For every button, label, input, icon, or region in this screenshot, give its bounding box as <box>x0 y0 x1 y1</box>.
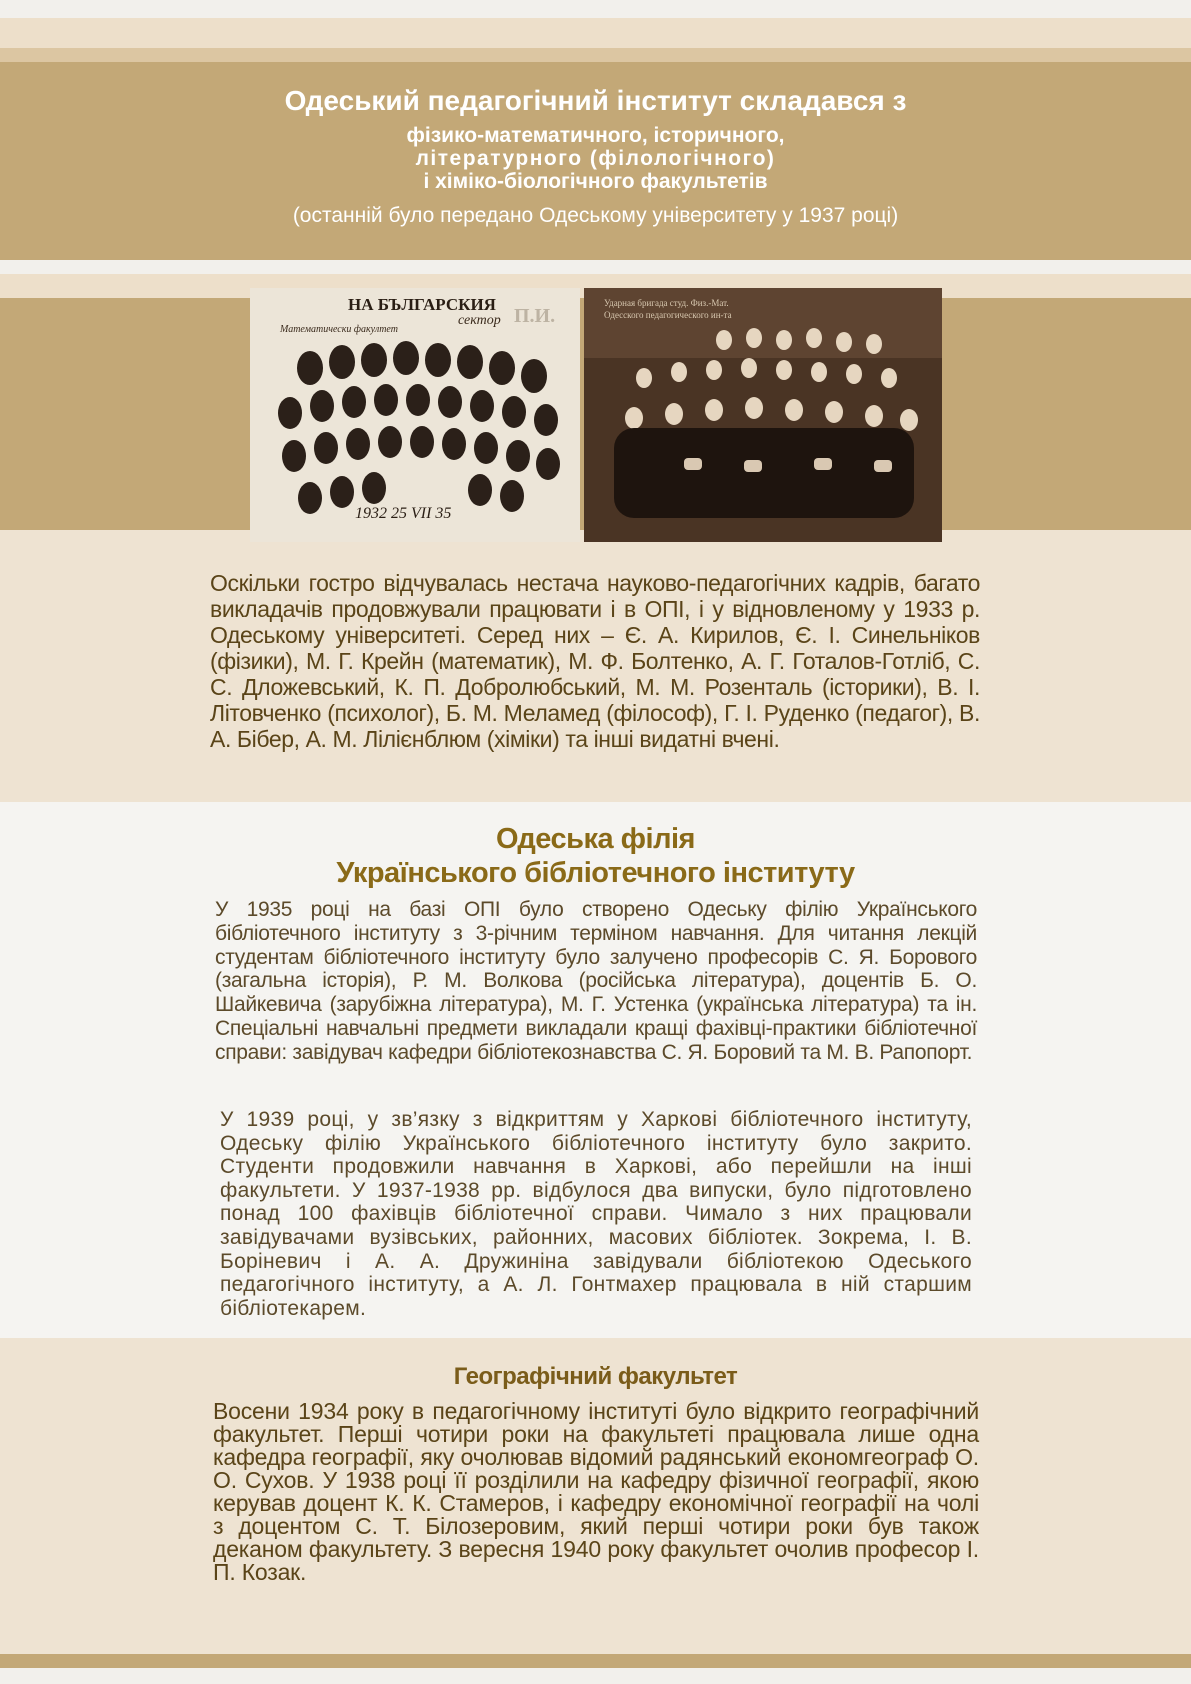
photo-bulgarian-sector-image <box>250 288 580 542</box>
geography-section-title: Географічний факультет <box>453 1363 738 1390</box>
header-note: (останній було передано Одеському університету у 1937 році) <box>292 204 899 227</box>
bottom-band <box>0 1654 1191 1668</box>
intro-paragraph: Оскільки гостро відчувалась нестача науково-педагогічних кадрів, багато викладачів продовжували працювати і в ОПІ, і у відновленому у 1933 р. Одеському університеті. Серед них – Є. А. Кирилов, Є. І. Синельніков (фізики), М. Г. Крейн (математик), М. Ф. Болтенко, А. Г. Готалов-Готліб, С. С. Дложевський, К. П. Добролюбський, М. М. Розенталь (історики), В. І. Літовченко (психолог), Б. М. Меламед (філософ), Г. І. Руденко (педагог), В. А. Бібер, А. М. Лілієнблюм (хіміки) та інші видатні вчені. <box>210 570 980 752</box>
library-paragraph-2: У 1939 році, у зв’язку з відкриттям у Харкові бібліотечного інституту, Одеську філію Українського бібліотечного інституту було закрито. Студенти продовжили навчання в Харкові, або перейшли на інші факультети. У 1937-1938 рр. відбулося два випуски, було підготовлено понад 100 фахівців бібліотечної справи. Чимало з них працювали завідувачами вузівських, районних, масових бібліотек. Зокрема, І. В. Боріневич і А. А. Дружиніна завідували бібліотекою Одеського педагогічного інституту, а А. Л. Гонтмахер працювала в ній старшим бібліотекарем. <box>220 1108 972 1320</box>
library-title-line-2: Українського бібліотечного інституту <box>336 857 855 889</box>
faculties-line-2: літературного (філологічного) <box>415 147 776 170</box>
faculties-list <box>0 124 1191 193</box>
photo-student-brigade-image <box>584 288 942 542</box>
photo-brigade-caption-1: Ударная бригада студ. Физ.-Мат. <box>604 298 729 308</box>
photo-brigade-caption-2: Одесского педагогического ин-та <box>604 310 732 320</box>
top-strip-band <box>0 48 1191 62</box>
faculties-line-1: фізико-математичного, історичного, <box>406 124 785 147</box>
photo-caption-pi: П.И. <box>514 305 556 327</box>
photo-bulgarian-sector <box>250 288 580 542</box>
photo-student-brigade <box>584 288 942 542</box>
photo-caption-year: 1932 25 VII 35 <box>355 505 452 522</box>
faculties-line-3: і хіміко-біологічного факультетів <box>423 170 768 193</box>
library-section-title <box>0 822 1191 890</box>
photo-caption-dept: Математически факултет <box>280 324 398 335</box>
library-paragraph-1: У 1935 році на базі ОПІ було створено Одеську філію Українського бібліотечного інституту з 3-річним терміном навчання. Для читання лекцій студентам бібліотечного інституту було залучено професорів С. Я. Борового (загальна історія), Р. М. Волкова (російська література), доцентів Б. О. Шайкевича (зарубіжна література), М. Г. Устенка (українська література) та ін. Спеціальні навчальні предмети викладали кращі фахівці-практики бібліотечної справи: завідувач кафедри бібліотекознавства С. Я. Боровий та М. В. Рапопорт. <box>215 898 977 1064</box>
page-title: Одеський педагогічний інститут складався з <box>284 85 907 116</box>
photo-caption-top: НА БЪЛГАРСКИЯ <box>348 295 496 314</box>
top-light-band <box>0 18 1191 48</box>
library-title-line-1: Одеська філія <box>496 823 695 855</box>
photo-caption-sector: сектор <box>458 313 501 328</box>
geography-paragraph: Восени 1934 року в педагогічному інституті було відкрито географічний факультет. Перші чотири роки на факультеті працювала лише одна кафедра географії, яку очолював відомий радянський економгеограф О. О. Сухов. У 1938 році її розділили на кафедру фізичної географії, якою керував доцент К. К. Стамеров, і кафедру економічної географії на чолі з доцентом С. Т. Білозеровим, який перші чотири роки був також деканом факультету. З вересня 1940 року факультет очолив професор І. П. Козак. <box>213 1398 979 1585</box>
header <box>0 84 1191 229</box>
